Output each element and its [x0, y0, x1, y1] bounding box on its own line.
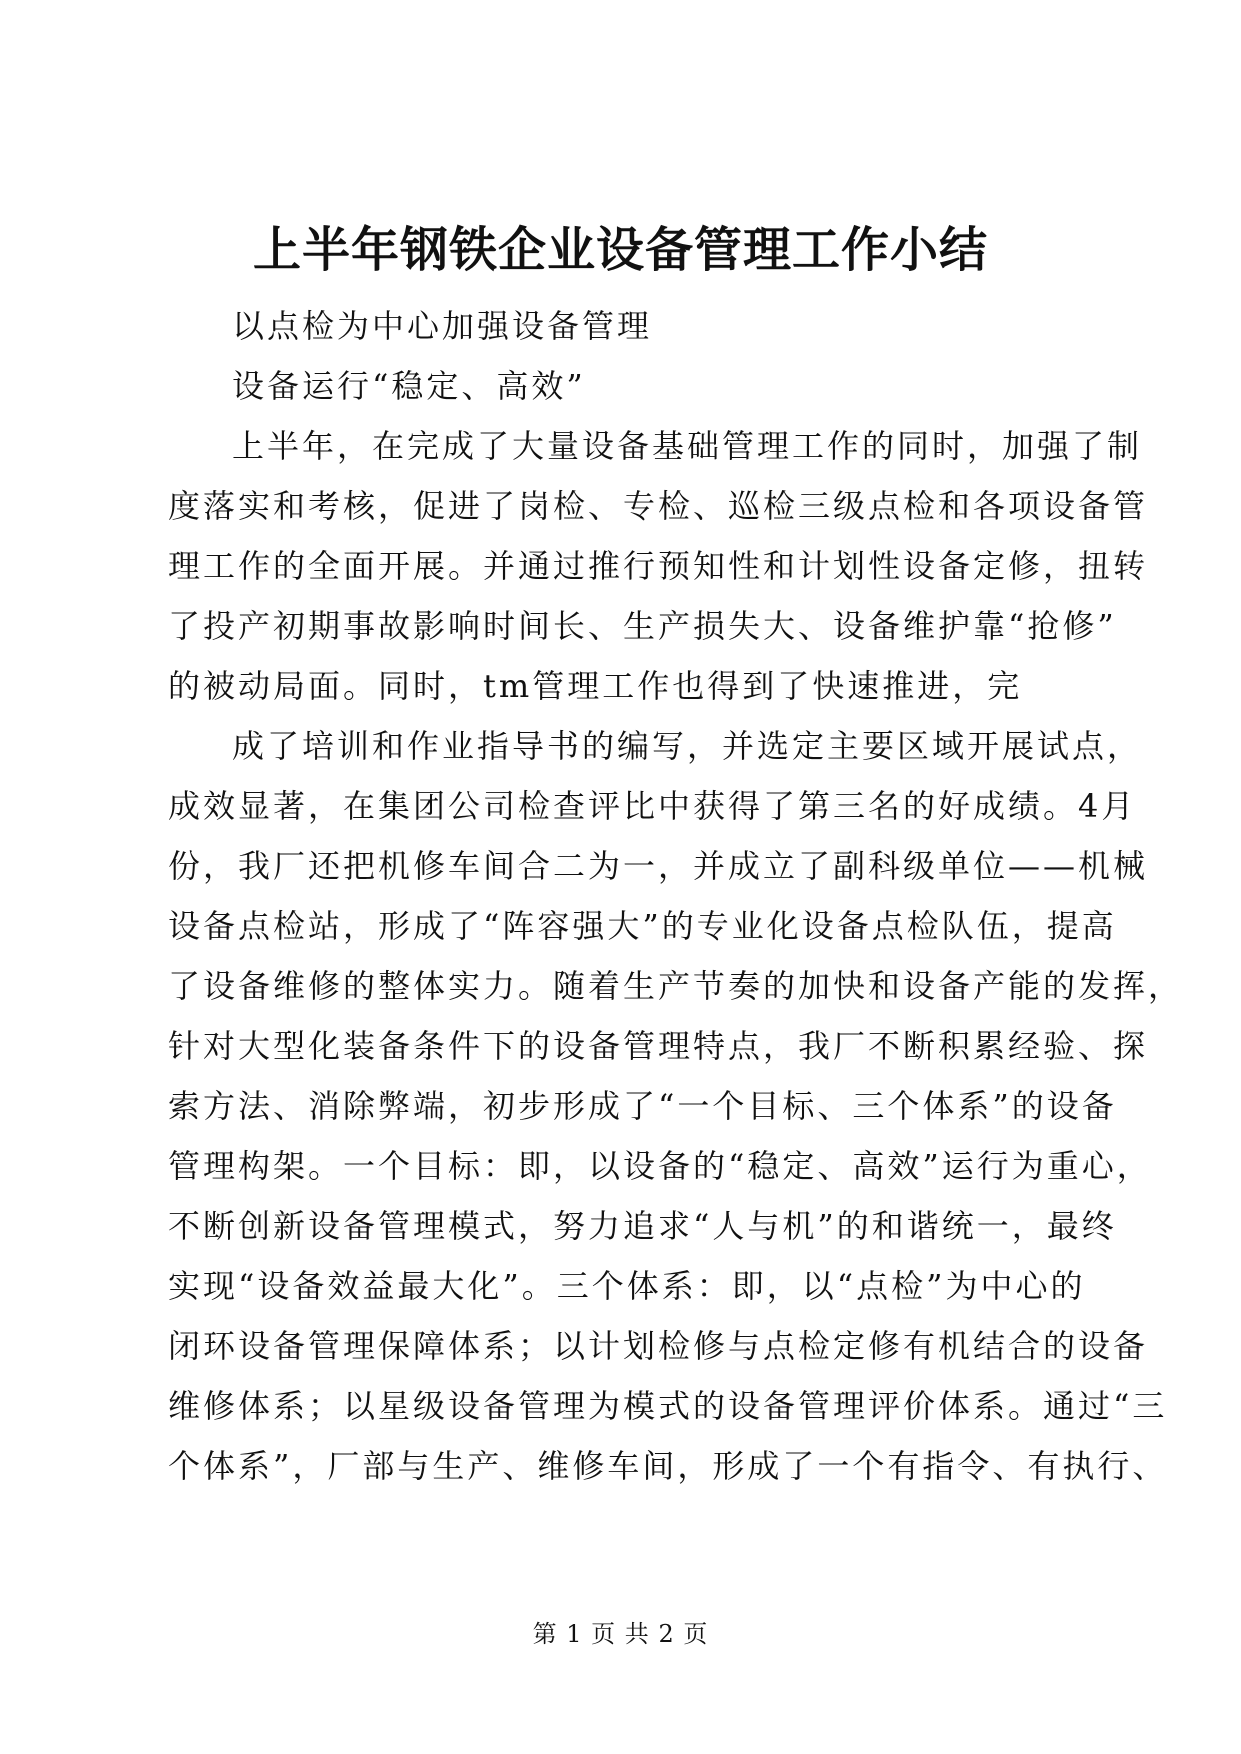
subheading-1: 以点检为中心加强设备管理: [232, 307, 653, 345]
paragraph-line: 个体系”，厂部与生产、维修车间，形成了一个有指令、有执行、: [168, 1447, 1168, 1485]
paragraph-line: 的被动局面。同时，tm管理工作也得到了快速推进，完: [168, 667, 1023, 705]
paragraph-line: 实现“设备效益最大化”。三个体系：即，以“点检”为中心的: [168, 1267, 1086, 1305]
paragraph-line: 闭环设备管理保障体系；以计划检修与点检定修有机结合的设备: [168, 1327, 1149, 1365]
page-number: 第 1 页 共 2 页: [532, 1620, 709, 1648]
paragraph-line: 了投产初期事故影响时间长、生产损失大、设备维护靠“抢修”: [168, 607, 1117, 645]
subheading-2: 设备运行“稳定、高效”: [232, 367, 586, 405]
paragraph-line: 针对大型化装备条件下的设备管理特点，我厂不断积累经验、探: [168, 1027, 1149, 1065]
paragraph-line: 设备点检站，形成了“阵容强大”的专业化设备点检队伍，提高: [168, 907, 1117, 945]
paragraph-line: 上半年，在完成了大量设备基础管理工作的同时，加强了制: [232, 427, 1143, 465]
paragraph-line: 索方法、消除弊端，初步形成了“一个目标、三个体系”的设备: [168, 1087, 1117, 1125]
paragraph-2: [168, 716, 1184, 1496]
document-title: 上半年钢铁企业设备管理工作小结: [252, 222, 988, 278]
paragraph-1: [168, 416, 1149, 716]
paragraph-line: 了设备维修的整体实力。随着生产节奏的加快和设备产能的发挥，: [168, 967, 1184, 1005]
paragraph-line: 度落实和考核，促进了岗检、专检、巡检三级点检和各项设备管: [168, 487, 1149, 525]
paragraph-line: 份，我厂还把机修车间合二为一，并成立了副科级单位——机械: [168, 847, 1149, 885]
paragraph-line: 理工作的全面开展。并通过推行预知性和计划性设备定修，扭转: [168, 547, 1149, 585]
paragraph-line: 维修体系；以星级设备管理为模式的设备管理评价体系。通过“三: [168, 1387, 1168, 1425]
paragraph-line: 成效显著，在集团公司检查评比中获得了第三名的好成绩。4月: [168, 787, 1137, 825]
paragraph-line: 管理构架。一个目标：即，以设备的“稳定、高效”运行为重心，: [168, 1147, 1152, 1185]
paragraph-line: 成了培训和作业指导书的编写，并选定主要区域开展试点，: [232, 727, 1143, 765]
paragraph-line: 不断创新设备管理模式，努力追求“人与机”的和谐统一，最终: [168, 1207, 1117, 1245]
document-body: [168, 296, 1184, 1496]
